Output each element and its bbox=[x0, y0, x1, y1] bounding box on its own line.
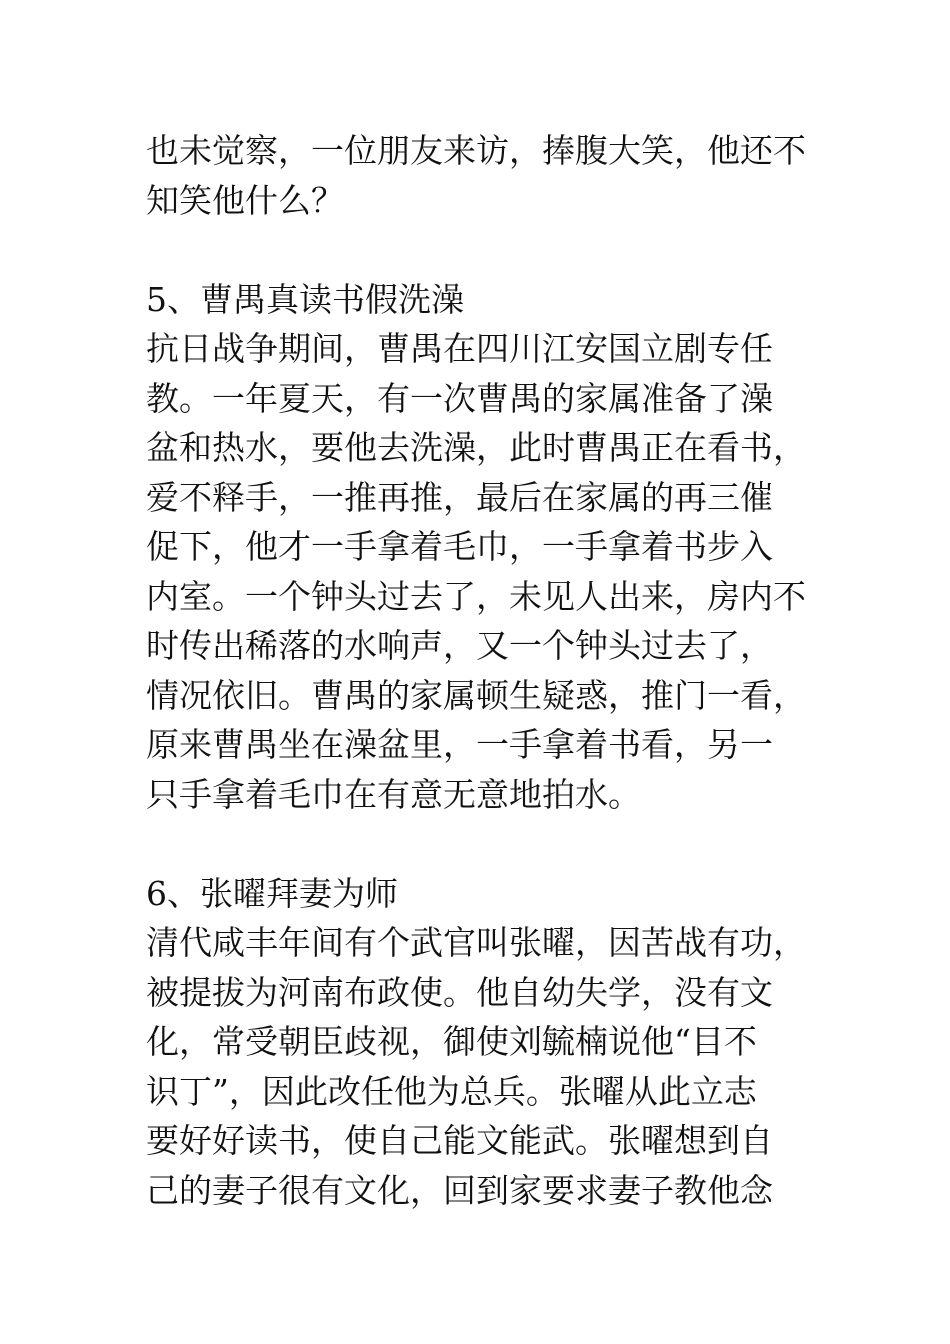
text-line: 内室。一个钟头过去了，未见人出来，房内不 bbox=[146, 576, 806, 616]
text-line: 也未觉察，一位朋友来访，捧腹大笑，他还不 bbox=[146, 131, 806, 170]
text-line: 被提拔为河南布政使。他自幼失学，没有文 bbox=[146, 972, 773, 1012]
text-line: 教。一年夏天，有一次曹禺的家属准备了澡 bbox=[146, 378, 773, 418]
document-body bbox=[146, 126, 816, 1215]
text-line: 盆和热水，要他去洗澡，此时曹禺正在看书， bbox=[146, 428, 806, 467]
text-line: 知笑他什么？ bbox=[146, 180, 344, 220]
text-line: 情况依旧。曹禺的家属顿生疑惑，推门一看， bbox=[146, 675, 806, 715]
text-line: 原来曹禺坐在澡盆里，一手拿着书看，另一 bbox=[146, 725, 773, 764]
section-heading: 6、张曜拜妻为师 bbox=[146, 873, 398, 913]
text-line: 要好好读书，使自己能文能武。张曜想到自 bbox=[146, 1121, 773, 1160]
text-line: 识丁”，因此改任他为总兵。张曜从此立志 bbox=[146, 1071, 757, 1111]
text-line: 抗日战争期间，曹禺在四川江安国立剧专任 bbox=[146, 329, 773, 368]
paragraph-gap bbox=[146, 819, 816, 869]
paragraph-gap bbox=[146, 225, 816, 275]
text-line: 清代咸丰年间有个武官叫张曜，因苦战有功， bbox=[146, 923, 806, 962]
text-line: 时传出稀落的水响声，又一个钟头过去了， bbox=[146, 626, 773, 665]
text-line: 己的妻子很有文化，回到家要求妻子教他念 bbox=[146, 1170, 773, 1210]
section-heading: 5、曹禺真读书假洗澡 bbox=[146, 279, 464, 319]
text-line: 只手拿着毛巾在有意无意地拍水。 bbox=[146, 774, 641, 814]
text-line: 爱不释手，一推再推，最后在家属的再三催 bbox=[146, 477, 773, 517]
text-line: 促下，他才一手拿着毛巾，一手拿着书步入 bbox=[146, 527, 773, 566]
text-line: 化，常受朝臣歧视，御使刘毓楠说他“目不 bbox=[146, 1022, 757, 1061]
